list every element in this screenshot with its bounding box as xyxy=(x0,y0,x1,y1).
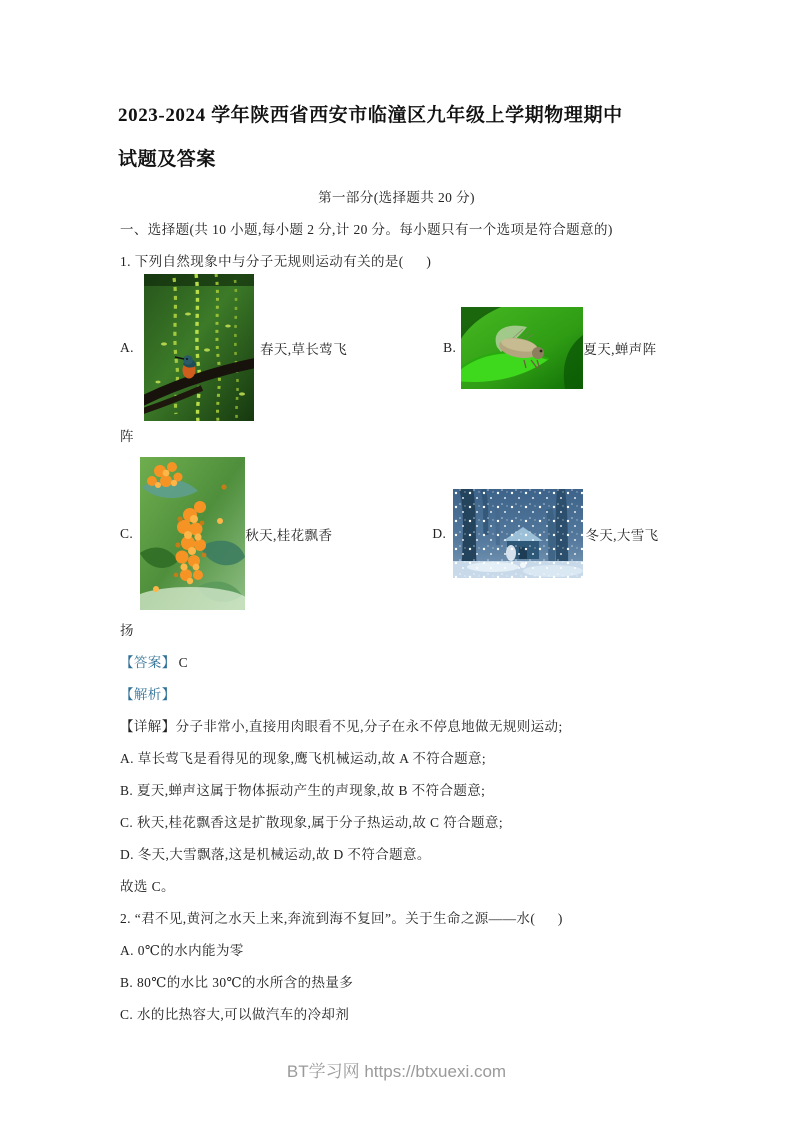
q2-option-a: A. 0℃的水内能为零 xyxy=(120,943,244,958)
autumn-osmanthus-photo xyxy=(140,457,245,610)
q1-option-row-cd xyxy=(120,457,793,610)
q1-detail: 【详解】分子非常小,直接用肉眼看不见,分子在永不停息地做无规则运动; xyxy=(120,719,563,734)
q1-option-row-ab xyxy=(120,274,793,421)
q1-option-b-caption-wrap: 阵 xyxy=(120,429,134,444)
q1-option-b-label: B. xyxy=(443,339,457,355)
q1-option-a-label: A. xyxy=(120,339,134,355)
q1-option-a-caption: 春天,草长莺飞 xyxy=(259,341,348,357)
answer-tag: 【答案】 xyxy=(120,655,176,670)
summer-cicada-photo xyxy=(461,307,583,389)
answer-value: C xyxy=(178,655,189,670)
section-header: 第一部分(选择题共 20 分) xyxy=(318,190,475,205)
q1-conclusion: 故选 C。 xyxy=(120,879,175,894)
title-line-2: 试题及答案 xyxy=(118,149,217,170)
q1-explanation-d: D. 冬天,大雪飘落,这是机械运动,故 D 不符合题意。 xyxy=(120,847,431,862)
footer-link-text: BT学习网 https://btxuexi.com xyxy=(286,1062,507,1081)
site-watermark xyxy=(0,1057,793,1087)
q2-option-b: B. 80℃的水比 30℃的水所含的热量多 xyxy=(120,975,354,990)
q1-option-d-caption: 冬天,大雪飞 xyxy=(585,527,659,543)
q1-option-b-caption: 夏天,蝉声阵 xyxy=(583,341,657,357)
q1-option-d-caption-wrap: 扬 xyxy=(120,623,134,638)
q1-explanation-a: A. 草长莺飞是看得见的现象,鹰飞机械运动,故 A 不符合题意; xyxy=(120,751,487,766)
analysis-tag: 【解析】 xyxy=(120,687,176,702)
q1-explanation-b: B. 夏天,蝉声这属于物体振动产生的声现象,故 B 不符合题意; xyxy=(120,783,486,798)
document-title xyxy=(118,94,723,182)
q1-option-d-label: D. xyxy=(432,525,447,541)
q1-option-c-caption: 秋天,桂花飘香 xyxy=(245,527,333,543)
q1-stem: 1. 下列自然现象中与分子无规则运动有关的是( ) xyxy=(120,254,432,269)
spring-kingfisher-willow-photo xyxy=(144,274,254,421)
q1-answer-line xyxy=(120,647,733,679)
q1-analysis-line xyxy=(120,679,733,711)
q1-option-c-label: C. xyxy=(120,525,134,541)
winter-snow-photo xyxy=(453,489,583,578)
q1-explanation-c: C. 秋天,桂花飘香这是扩散现象,属于分子热运动,故 C 符合题意; xyxy=(120,815,503,830)
title-line-1: 2023-2024 学年陕西省西安市临潼区九年级上学期物理期中 xyxy=(118,105,623,126)
q2-option-c: C. 水的比热容大,可以做汽车的冷却剂 xyxy=(120,1007,350,1022)
q2-stem: 2. “君不见,黄河之水天上来,奔流到海不复回”。关于生命之源——水( ) xyxy=(120,911,563,926)
q1-section-intro: 一、选择题(共 10 小题,每小题 2 分,计 20 分。每小题只有一个选项是符合题意的) xyxy=(120,222,613,237)
